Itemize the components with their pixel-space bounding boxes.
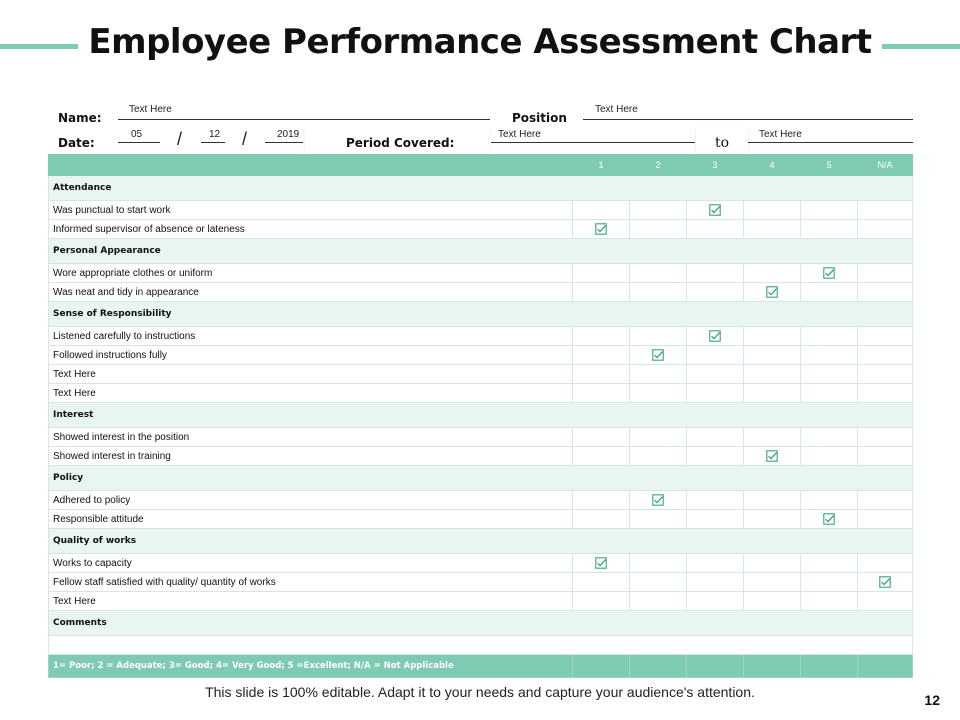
table-row [49,573,913,592]
rating-cell[interactable] [801,447,858,466]
section-title: Personal Appearance [49,239,913,264]
legend-empty-cell [744,655,801,678]
rating-cell[interactable] [858,384,913,403]
rating-cell[interactable] [687,510,744,529]
check-icon [595,223,607,235]
rating-cell[interactable] [744,510,801,529]
rating-cell[interactable] [573,491,630,510]
check-icon [652,349,664,361]
criterion-label: Listened carefully to instructions [49,327,573,346]
rating-cell[interactable] [801,554,858,573]
criterion-label: Was neat and tidy in appearance [49,283,573,302]
rating-cell[interactable] [801,264,858,283]
date-year[interactable]: 2019 [277,129,300,140]
section-title: Quality of works [49,529,913,554]
section-title: Interest [49,403,913,428]
rating-cell[interactable] [744,327,801,346]
rating-cell[interactable] [630,491,687,510]
rating-cell[interactable] [573,264,630,283]
rating-cell[interactable] [687,365,744,384]
name-underline [118,119,490,120]
legend-empty-cell [573,655,630,678]
rating-cell[interactable] [858,201,913,220]
rating-cell[interactable] [801,510,858,529]
rating-legend: 1= Poor; 2 = Adequate; 3= Good; 4= Very Good; 5 =Excellent; N/A = Not Applicable [49,655,573,678]
rating-cell[interactable] [573,327,630,346]
rating-cell[interactable] [573,428,630,447]
rating-cell[interactable] [630,447,687,466]
rating-cell[interactable] [858,264,913,283]
rating-cell[interactable] [744,201,801,220]
rating-cell[interactable] [687,554,744,573]
section-title: Attendance [49,176,913,201]
page-number: 12 [924,692,940,708]
period-covered-label: Period Covered: [346,136,455,150]
date-day-underline [118,142,160,143]
rating-cell[interactable] [858,327,913,346]
name-label: Name: [58,111,102,125]
rating-cell[interactable] [630,510,687,529]
check-icon [709,330,721,342]
criterion-label: Responsible attitude [49,510,573,529]
rating-cell[interactable] [687,264,744,283]
rating-cell[interactable] [687,428,744,447]
period-to-label: to [696,128,748,156]
check-icon [766,286,778,298]
check-icon [709,204,721,216]
rating-cell[interactable] [630,554,687,573]
legend-empty-cell [687,655,744,678]
rating-cell[interactable] [744,346,801,365]
rating-cell[interactable] [801,220,858,239]
rating-cell[interactable] [573,573,630,592]
rating-cell[interactable] [744,491,801,510]
period-from-value[interactable]: Text Here [498,129,541,140]
rating-cell[interactable] [858,592,913,611]
period-from-underline [491,142,695,143]
rating-cell[interactable] [744,573,801,592]
section-header-row [49,176,913,201]
date-day[interactable]: 05 [131,129,143,140]
comments-field[interactable] [49,636,913,655]
rating-cell[interactable] [573,365,630,384]
criterion-label: Works to capacity [49,554,573,573]
rating-cell[interactable] [801,491,858,510]
table-row [49,384,913,403]
rating-cell[interactable] [744,447,801,466]
criterion-label: Text Here [49,365,573,384]
check-icon [595,557,607,569]
rating-cell[interactable] [687,346,744,365]
page-title: Employee Performance Assessment Chart [88,22,872,62]
rating-cell[interactable] [858,365,913,384]
table-row [49,447,913,466]
rating-cell[interactable] [573,283,630,302]
table-row [49,201,913,220]
criterion-label: Showed interest in training [49,447,573,466]
criterion-label: Showed interest in the position [49,428,573,447]
section-header-row [49,403,913,428]
rating-cell[interactable] [573,554,630,573]
rating-cell[interactable] [744,384,801,403]
rating-cell[interactable] [630,592,687,611]
rating-column-header: 1 [573,155,630,176]
rating-cell[interactable] [630,220,687,239]
rating-header-label-cell [49,155,573,176]
rating-cell[interactable] [801,201,858,220]
rating-cell[interactable] [630,327,687,346]
table-row [49,491,913,510]
rating-cell[interactable] [687,573,744,592]
date-label: Date: [58,136,95,150]
rating-cell[interactable] [687,327,744,346]
check-icon [823,267,835,279]
check-icon [652,494,664,506]
rating-cell[interactable] [687,592,744,611]
name-value[interactable]: Text Here [129,104,172,115]
position-underline [583,119,913,120]
rating-cell[interactable] [630,264,687,283]
table-row [49,264,913,283]
rating-column-header: 3 [687,155,744,176]
rating-header-row [49,155,913,176]
rating-cell[interactable] [573,447,630,466]
table-row [49,220,913,239]
comments-field-row [49,636,913,655]
table-row [49,554,913,573]
rating-cell[interactable] [687,491,744,510]
footer-note: This slide is 100% editable. Adapt it to your needs and capture your audience's attention. [205,684,755,700]
rating-cell[interactable] [744,283,801,302]
rating-cell[interactable] [858,554,913,573]
check-icon [823,513,835,525]
comments-label: Comments [49,611,913,636]
rating-cell[interactable] [801,428,858,447]
position-value[interactable]: Text Here [595,104,638,115]
rating-cell[interactable] [801,592,858,611]
section-title: Sense of Responsibility [49,302,913,327]
date-year-underline [265,142,303,143]
rating-cell[interactable] [744,554,801,573]
rating-cell[interactable] [858,447,913,466]
rating-cell[interactable] [630,201,687,220]
rating-cell[interactable] [858,283,913,302]
section-header-row [49,302,913,327]
period-to-value[interactable]: Text Here [759,129,802,140]
rating-cell[interactable] [630,573,687,592]
criterion-label: Was punctual to start work [49,201,573,220]
rating-cell[interactable] [630,365,687,384]
section-header-row [49,529,913,554]
rating-cell[interactable] [858,346,913,365]
rating-cell[interactable] [687,384,744,403]
table-row [49,346,913,365]
rating-cell[interactable] [687,283,744,302]
rating-cell[interactable] [744,365,801,384]
rating-cell[interactable] [801,346,858,365]
rating-cell[interactable] [744,220,801,239]
rating-cell[interactable] [744,264,801,283]
rating-column-header: 4 [744,155,801,176]
rating-cell[interactable] [858,220,913,239]
rating-cell[interactable] [687,201,744,220]
rating-cell[interactable] [744,428,801,447]
table-row [49,365,913,384]
table-row [49,283,913,302]
section-header-row [49,466,913,491]
rating-column-header: N/A [858,155,913,176]
rating-cell[interactable] [801,283,858,302]
rating-cell[interactable] [630,346,687,365]
rating-cell[interactable] [858,491,913,510]
rating-cell[interactable] [858,510,913,529]
rating-cell[interactable] [573,510,630,529]
period-to-underline [748,142,913,143]
rating-cell[interactable] [687,220,744,239]
criterion-label: Informed supervisor of absence or lateness [49,220,573,239]
section-header-row [49,611,913,636]
section-title: Policy [49,466,913,491]
criterion-label: Followed instructions fully [49,346,573,365]
rating-cell[interactable] [801,573,858,592]
check-icon [879,576,891,588]
criterion-label: Fellow staff satisfied with quality/ quantity of works [49,573,573,592]
rating-cell[interactable] [573,220,630,239]
date-month[interactable]: 12 [209,129,221,140]
section-header-row [49,239,913,264]
rating-cell[interactable] [573,592,630,611]
legend-row [49,655,913,678]
table-row [49,428,913,447]
date-month-underline [201,142,225,143]
rating-cell[interactable] [858,573,913,592]
rating-cell[interactable] [573,384,630,403]
rating-cell[interactable] [630,384,687,403]
date-separator-2: / [242,129,248,149]
rating-cell[interactable] [801,365,858,384]
legend-empty-cell [858,655,913,678]
table-row [49,592,913,611]
criterion-label: Text Here [49,384,573,403]
legend-empty-cell [801,655,858,678]
position-label: Position [512,111,567,125]
rating-cell[interactable] [858,428,913,447]
rating-cell[interactable] [801,384,858,403]
rating-cell[interactable] [630,428,687,447]
assessment-table [48,154,913,678]
rating-cell[interactable] [573,201,630,220]
rating-cell[interactable] [687,447,744,466]
criterion-label: Wore appropriate clothes or uniform [49,264,573,283]
rating-column-header: 2 [630,155,687,176]
rating-cell[interactable] [573,346,630,365]
check-icon [766,450,778,462]
table-row [49,510,913,529]
rating-cell[interactable] [744,592,801,611]
criterion-label: Adhered to policy [49,491,573,510]
rating-cell[interactable] [801,327,858,346]
rating-column-header: 5 [801,155,858,176]
date-separator-1: / [177,129,183,149]
rating-cell[interactable] [630,283,687,302]
legend-empty-cell [630,655,687,678]
criterion-label: Text Here [49,592,573,611]
table-row [49,327,913,346]
